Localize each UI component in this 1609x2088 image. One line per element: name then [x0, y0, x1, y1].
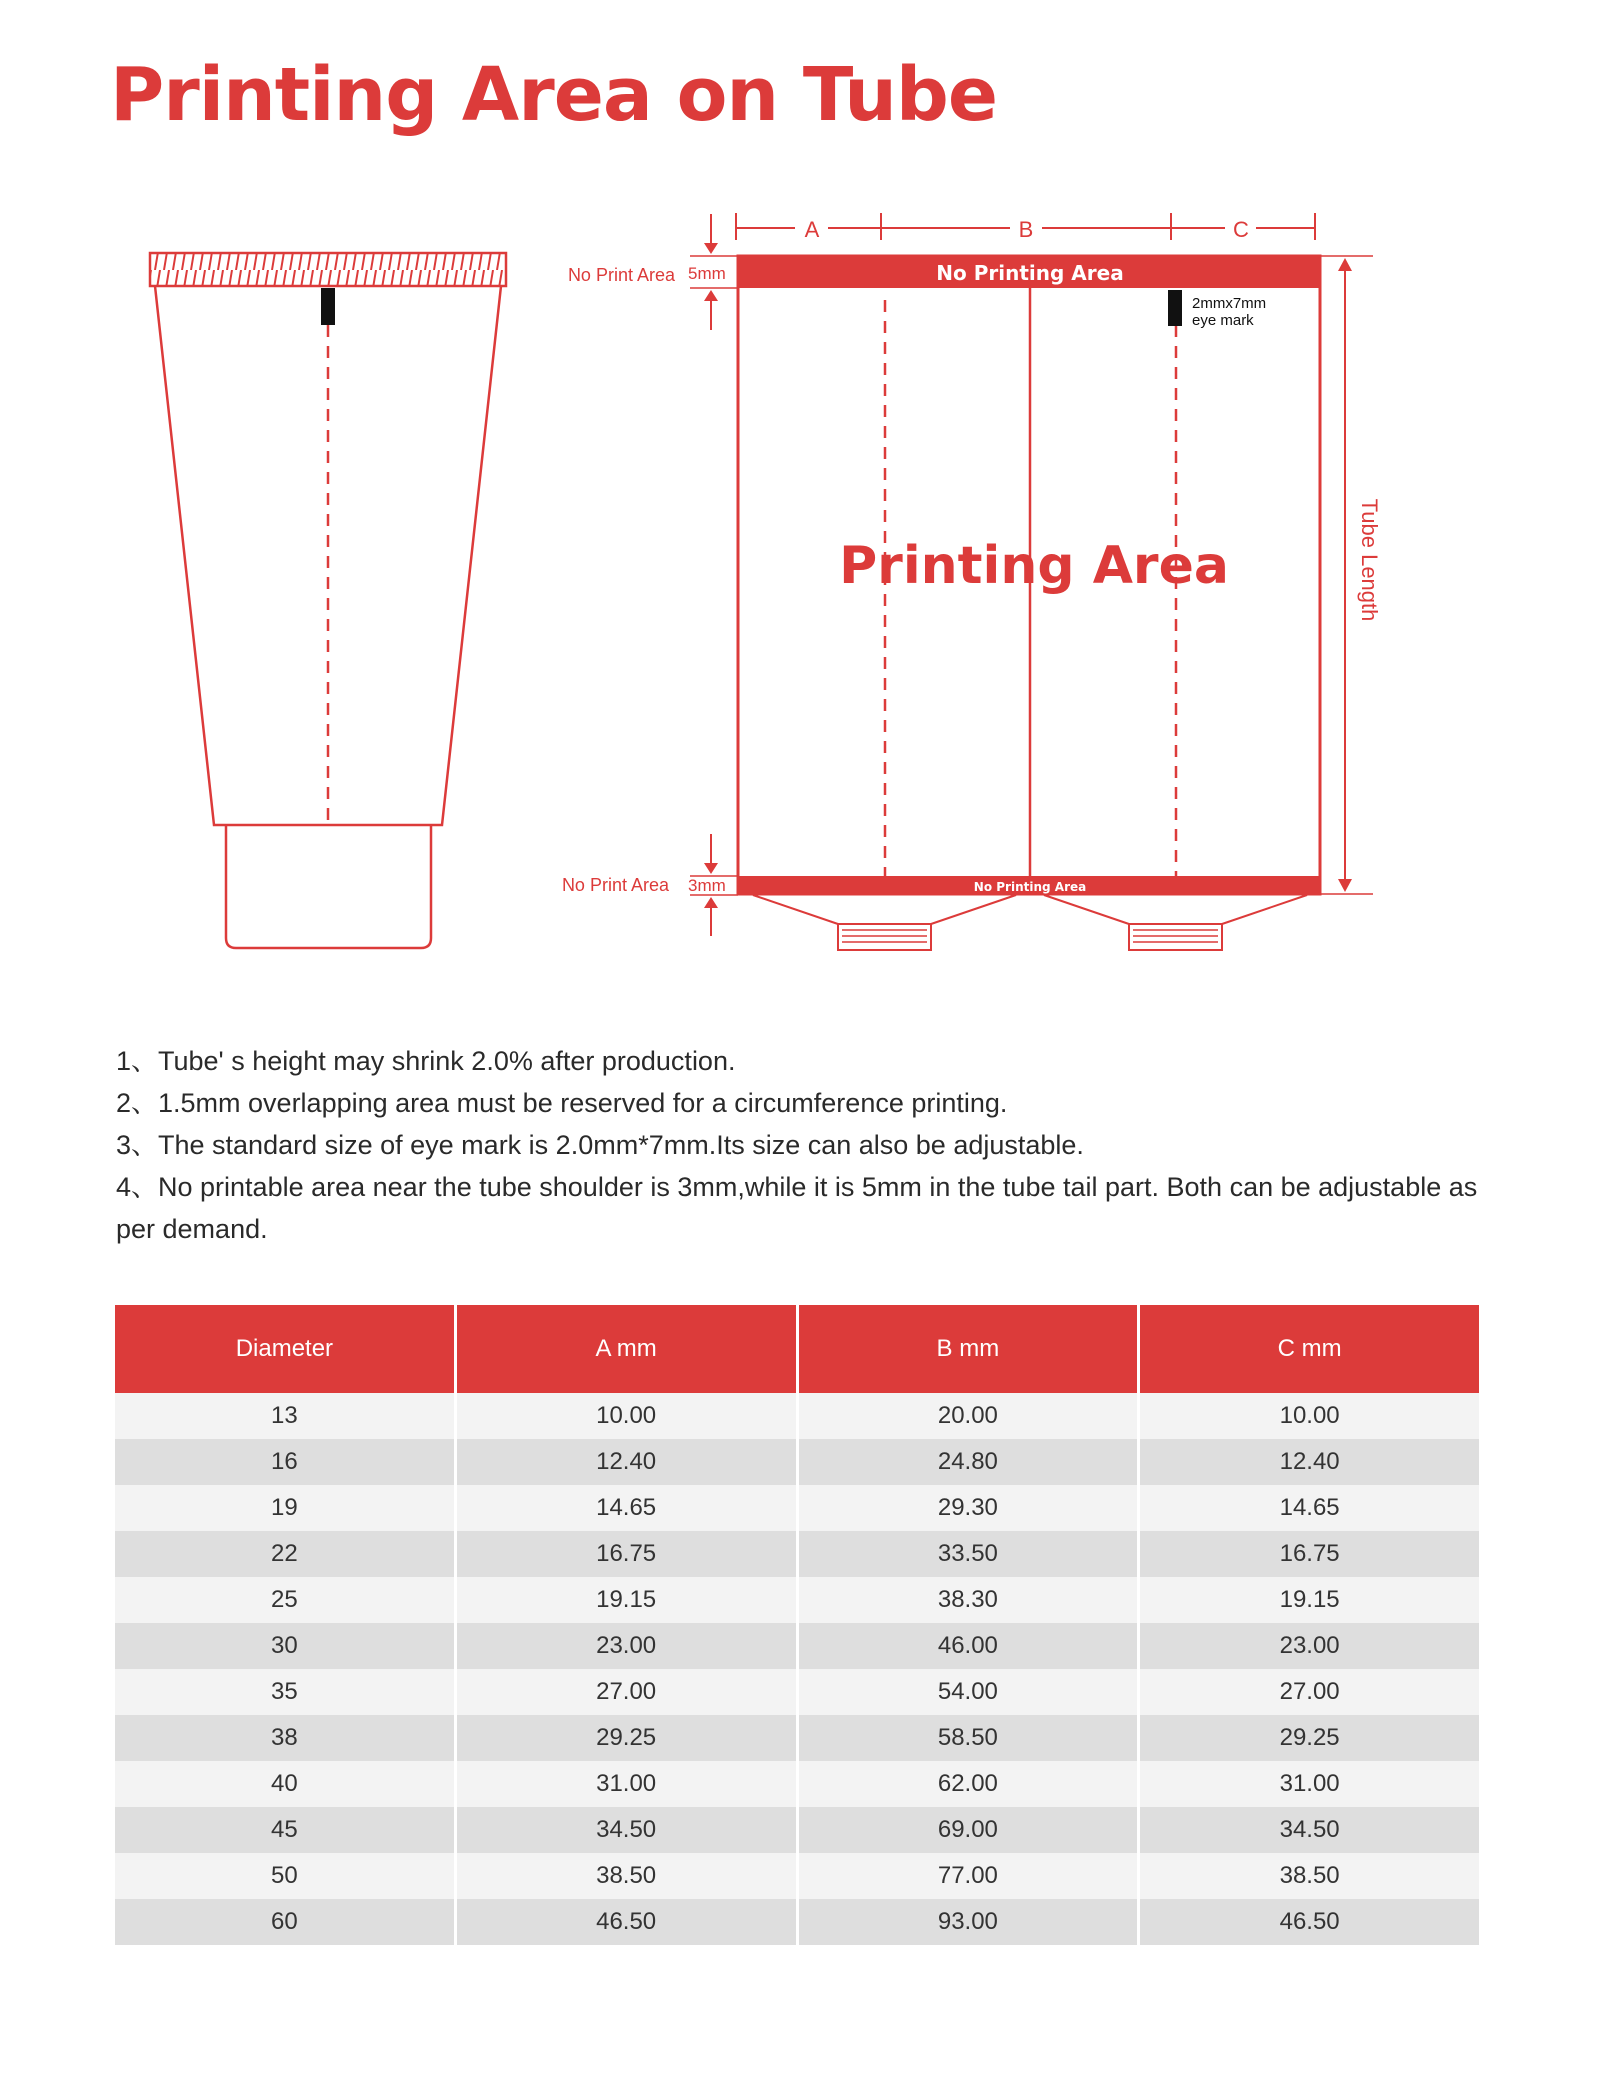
tube-crimp-end	[150, 253, 506, 286]
cell-a: 12.40	[455, 1439, 797, 1485]
tube-cap-outline	[226, 825, 431, 948]
header-b: B mm	[797, 1305, 1139, 1393]
cell-a: 27.00	[455, 1669, 797, 1715]
cell-c: 46.50	[1139, 1899, 1481, 1945]
cell-a: 31.00	[455, 1761, 797, 1807]
printing-area-label: Printing Area	[839, 536, 1229, 596]
cell-c: 27.00	[1139, 1669, 1481, 1715]
cell-diameter: 30	[114, 1623, 456, 1669]
table-row	[114, 1485, 1481, 1531]
table-row	[114, 1623, 1481, 1669]
table-row	[114, 1577, 1481, 1623]
cell-diameter: 22	[114, 1531, 456, 1577]
cell-a: 23.00	[455, 1623, 797, 1669]
note-2: 2、1.5mm overlapping area must be reserved for a circumference printing.	[116, 1088, 1008, 1118]
table-row	[114, 1669, 1481, 1715]
cell-c: 34.50	[1139, 1807, 1481, 1853]
header-a: A mm	[455, 1305, 797, 1393]
tube-length-label: Tube Length	[1357, 498, 1382, 622]
cell-a: 14.65	[455, 1485, 797, 1531]
cell-a: 29.25	[455, 1715, 797, 1761]
table-row	[114, 1761, 1481, 1807]
bottom-band-text: No Printing Area	[973, 880, 1087, 894]
printing-layout	[562, 213, 1382, 950]
table-row	[114, 1853, 1481, 1899]
cell-a: 38.50	[455, 1853, 797, 1899]
cell-diameter: 35	[114, 1669, 456, 1715]
bottom-no-print-indicator	[562, 834, 738, 936]
header-diameter: Diameter	[114, 1305, 456, 1393]
cell-b: 38.30	[797, 1577, 1139, 1623]
cell-diameter: 13	[114, 1393, 456, 1439]
cell-diameter: 40	[114, 1761, 456, 1807]
cell-c: 29.25	[1139, 1715, 1481, 1761]
cell-b: 69.00	[797, 1807, 1139, 1853]
tube-side-view	[150, 253, 506, 948]
cell-b: 58.50	[797, 1715, 1139, 1761]
header-c: C mm	[1139, 1305, 1481, 1393]
notes	[116, 1040, 1496, 1250]
table-header-row	[114, 1305, 1481, 1393]
tube-length-indicator	[1320, 256, 1382, 894]
top-no-print-size: 5mm	[688, 264, 726, 283]
eye-mark	[1168, 290, 1182, 326]
size-table	[112, 1305, 1482, 1945]
table-row	[114, 1807, 1481, 1853]
cell-c: 16.75	[1139, 1531, 1481, 1577]
label-c: C	[1233, 217, 1249, 242]
cell-diameter: 45	[114, 1807, 456, 1853]
cell-a: 19.15	[455, 1577, 797, 1623]
cell-b: 20.00	[797, 1393, 1139, 1439]
table-row	[114, 1715, 1481, 1761]
cell-a: 16.75	[455, 1531, 797, 1577]
label-b: B	[1018, 217, 1034, 242]
table-row	[114, 1439, 1481, 1485]
cell-a: 46.50	[455, 1899, 797, 1945]
cell-c: 38.50	[1139, 1853, 1481, 1899]
cell-b: 54.00	[797, 1669, 1139, 1715]
label-a: A	[804, 217, 820, 242]
eye-mark-side	[321, 288, 335, 325]
cell-c: 19.15	[1139, 1577, 1481, 1623]
cell-c: 14.65	[1139, 1485, 1481, 1531]
cell-b: 29.30	[797, 1485, 1139, 1531]
cell-c: 23.00	[1139, 1623, 1481, 1669]
tube-diagram	[0, 0, 1609, 980]
cell-b: 93.00	[797, 1899, 1139, 1945]
cell-b: 33.50	[797, 1531, 1139, 1577]
cell-diameter: 16	[114, 1439, 456, 1485]
table-row	[114, 1531, 1481, 1577]
cell-diameter: 25	[114, 1577, 456, 1623]
cell-diameter: 60	[114, 1899, 456, 1945]
cell-diameter: 19	[114, 1485, 456, 1531]
cell-b: 77.00	[797, 1853, 1139, 1899]
cell-b: 24.80	[797, 1439, 1139, 1485]
bottom-no-print-label: No Print Area	[561, 875, 669, 895]
cap-right	[1129, 924, 1222, 950]
note-1: 1、Tube' s height may shrink 2.0% after production.	[116, 1046, 736, 1076]
table-row	[114, 1393, 1481, 1439]
table-row	[114, 1899, 1481, 1945]
tube-body-outline	[155, 286, 501, 825]
eye-mark-size: 2mmx7mm	[1192, 295, 1267, 312]
dimension-abc	[736, 213, 1315, 242]
bottom-no-print-size: 3mm	[688, 876, 726, 895]
top-band-text: No Printing Area	[936, 261, 1124, 285]
cell-b: 46.00	[797, 1623, 1139, 1669]
top-no-print-label: No Print Area	[567, 265, 675, 285]
note-4: 4、No printable area near the tube shoulder is 3mm,while it is 5mm in the tube tail part. Both can be adjustable as per demand.	[116, 1172, 1478, 1244]
note-3: 3、The standard size of eye mark is 2.0mm*7mm.Its size can also be adjustable.	[116, 1130, 1084, 1160]
cell-a: 10.00	[455, 1393, 797, 1439]
cell-diameter: 50	[114, 1853, 456, 1899]
cell-c: 12.40	[1139, 1439, 1481, 1485]
cell-c: 10.00	[1139, 1393, 1481, 1439]
tube-shoulders	[753, 895, 1307, 950]
cell-c: 31.00	[1139, 1761, 1481, 1807]
cap-left	[838, 924, 931, 950]
cell-a: 34.50	[455, 1807, 797, 1853]
top-no-print-indicator	[568, 214, 738, 330]
cell-b: 62.00	[797, 1761, 1139, 1807]
cell-diameter: 38	[114, 1715, 456, 1761]
eye-mark-label: eye mark	[1192, 312, 1254, 329]
page-title: Printing Area on Tube	[110, 52, 998, 138]
